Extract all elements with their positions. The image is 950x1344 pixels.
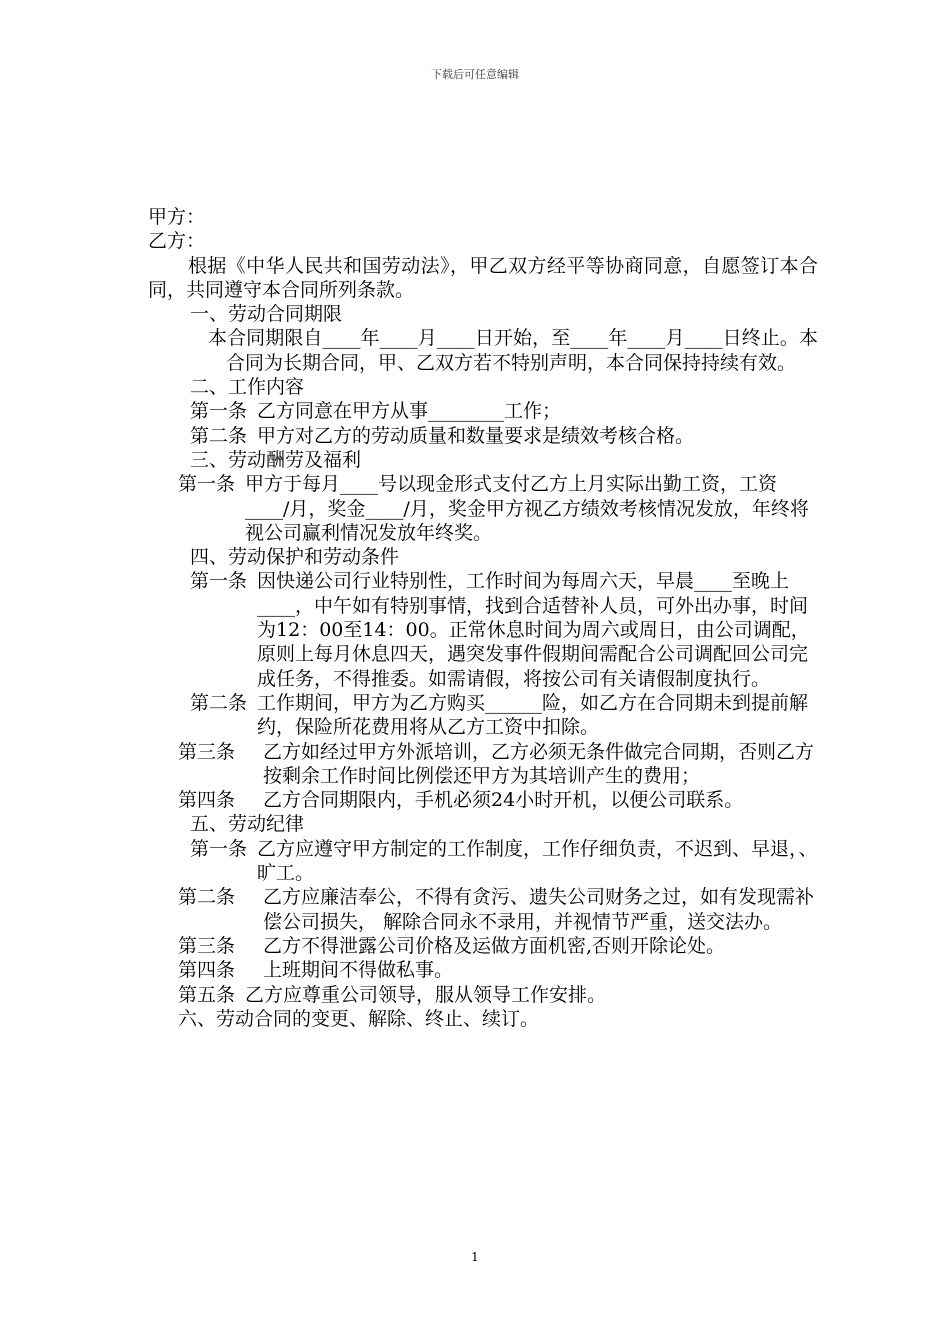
section-5-article-3	[148, 934, 818, 958]
section-4-title: 四、劳动保护和劳动条件	[190, 546, 400, 569]
section-2-article-1	[148, 399, 818, 423]
article-text: 上班期间不得做私事。	[263, 959, 454, 982]
section-5-title: 五、劳动纪律	[190, 813, 305, 836]
section-5-article-1	[148, 837, 818, 886]
article-number: 第四条	[178, 789, 236, 812]
article-text: 乙方如经过甲方外派培训，乙方必须无条件做完合同期，否则乙方按剩余工作时间比例偿还甲方为其培训产生的费用；	[263, 740, 815, 787]
section-4-article-2	[148, 691, 818, 740]
section-5-article-2	[148, 885, 818, 934]
article-number: 第二条	[178, 886, 236, 909]
section-4-article-3	[148, 740, 818, 789]
section-5-article-4	[148, 958, 818, 982]
article-text: 工作期间，甲方为乙方购买______险，如乙方在合同期未到提前解约，保险所花费用将从乙方工资中扣除。	[257, 691, 809, 739]
article-text: 甲方于每月____号以现金形式支付乙方上月实际出勤工资，工资____/月，奖金____/月，奖金甲方视乙方绩效考核情况发放，年终将视公司赢利情况发放年终奖。	[245, 473, 809, 544]
article-text: 乙方同意在甲方从事________工作；	[257, 400, 562, 423]
section-2-article-2	[148, 424, 818, 448]
page-header: 下载后可任意编辑	[431, 68, 519, 81]
party-a-line: 甲方：	[148, 206, 206, 228]
section-1-body: 本合同期限自____年____月____日开始，至____年____月____日终止。本合同为长期合同，甲、乙双方若不特别声明，本合同保持持续有效。	[208, 327, 818, 374]
section-1-title: 一、劳动合同期限	[190, 303, 343, 326]
article-number: 第二条	[190, 691, 248, 714]
article-number: 第一条	[190, 837, 248, 860]
article-number: 第一条	[190, 570, 248, 593]
section-5-article-5	[148, 983, 818, 1007]
article-text: 乙方应廉洁奉公，不得有贪污、遗失公司财务之过，如有发现需补偿公司损失， 解除合同永不录用，并视情节严重，送交法办。	[263, 886, 815, 933]
section-6-title: 六、劳动合同的变更、解除、终止、续订。	[178, 1007, 540, 1030]
party-b-line: 乙方：	[148, 230, 206, 253]
article-text: 乙方应遵守甲方制定的工作制度，工作仔细负责，不迟到、早退，、旷工。	[257, 837, 818, 885]
contract-body	[148, 205, 818, 1031]
article-number: 第三条	[178, 934, 236, 957]
article-number: 第一条	[178, 473, 236, 496]
article-number: 第四条	[178, 959, 236, 982]
section-3-article-1	[148, 472, 818, 545]
section-4-article-1	[148, 569, 818, 690]
section-3-title: 三、劳动酬劳及福利	[190, 448, 362, 471]
article-text: 乙方应尊重公司领导，服从领导工作安排。	[245, 983, 607, 1006]
article-number: 第二条	[190, 424, 248, 447]
section-2-title: 二、工作内容	[190, 376, 305, 399]
article-text: 乙方合同期限内，手机必须24小时开机，以便公司联系。	[263, 789, 744, 812]
article-text: 因快递公司行业特别性，工作时间为每周六天，早晨____至晚上____，中午如有特别事情，找到合适替补人员，可外出办事，时间为12：00至14：00。正常休息时间为周六或周日，由公司调配，原则上每月休息四天，遇突发事件假期间需配合公司调配回公司完成任务，不得推委。如需请假，将按公司有关请假制度执行。	[257, 570, 810, 690]
article-text: 乙方不得泄露公司价格及运做方面机密,否则开除论处。	[263, 934, 726, 957]
section-4-article-4	[148, 788, 818, 812]
intro-paragraph: 根据《中华人民共和国劳动法》，甲乙双方经平等协商同意，自愿签订本合同，共同遵守本合同所列条款。	[148, 254, 818, 301]
article-number: 第五条	[178, 983, 236, 1006]
article-number: 第一条	[190, 400, 248, 423]
page-number: 1	[471, 1250, 479, 1264]
article-text: 甲方对乙方的劳动质量和数量要求是绩效考核合格。	[257, 424, 695, 447]
article-number: 第三条	[178, 740, 236, 763]
